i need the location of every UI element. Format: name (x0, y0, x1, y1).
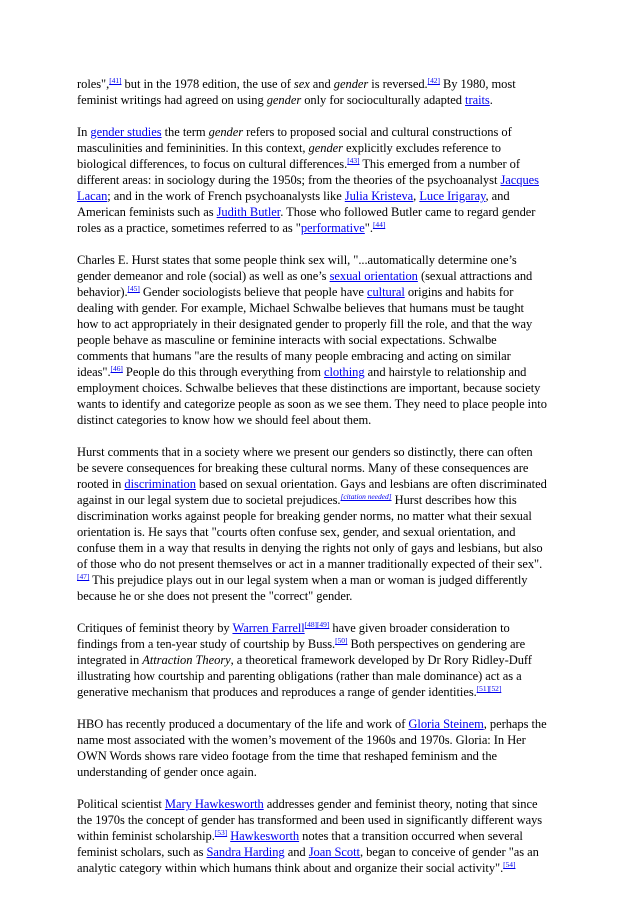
citation-45[interactable]: [45] (127, 284, 140, 293)
document-page (77, 76, 547, 892)
link-jacques-lacan[interactable]: Jacques Lacan (77, 173, 539, 203)
text: explicitly excludes reference to biological differences, to focus on cultural differences. (77, 141, 501, 171)
text: and hairstyle to relationship and employment choices. Schwalbe believes that these distinctions are important, because society wants to identify and categorize people as soon as we see them. They need to place people into distinct categories to know how we should feel about them. (77, 365, 547, 427)
text: , and American feminists such as (77, 189, 510, 219)
text: Political scientist (77, 797, 165, 811)
citation-46[interactable]: [46] (110, 364, 123, 373)
text: , a theoretical framework developed by Dr Rory Ridley-Duff illustrating how courtship and parenting obligations (rather than male dominance) act as a generative mechanism that produces and reproduces a range of gender identities. (77, 653, 532, 699)
link-clothing[interactable]: clothing (323, 365, 365, 379)
text: the term (161, 125, 209, 139)
text: Charles E. Hurst states that some people think sex will, "...automatically determine one’s gender demeanor and role (social) as well as one’s (77, 253, 517, 283)
italic-term: gender (333, 77, 369, 91)
citation-54[interactable]: [54] (503, 860, 516, 869)
italic-term: Attraction Theory (142, 653, 231, 667)
link-sexual-orientation[interactable]: sexual orientation (329, 269, 418, 283)
text: and (284, 845, 309, 859)
paragraph-hawkesworth (77, 796, 547, 876)
text: but in the 1978 edition, the use of (121, 77, 294, 91)
link-gender-studies[interactable]: gender studies (90, 125, 162, 139)
paragraph-discrimination (77, 444, 547, 604)
link-warren-farrell[interactable]: Warren Farrell (232, 621, 305, 635)
text: Gender sociologists believe that people have (139, 285, 367, 299)
citation-47[interactable]: [47] (77, 572, 90, 581)
link-julia-kristeva[interactable]: Julia Kristeva (344, 189, 414, 203)
italic-term: gender (208, 125, 244, 139)
paragraph-gender-usage (77, 76, 547, 108)
text: roles", (77, 77, 110, 91)
citation-52[interactable]: [52] (489, 684, 502, 693)
citation-43[interactable]: [43] (347, 156, 360, 165)
citation-50[interactable]: [50] (335, 636, 348, 645)
paragraph-gender-studies (77, 124, 547, 236)
link-sandra-harding[interactable]: Sandra Harding (206, 845, 285, 859)
text: ; and in the work of French psychoanalysts like (107, 189, 345, 203)
text: This emerged from a number of different areas: in sociology during the 1950s; from the theories of the psychoanalyst (77, 157, 520, 187)
text: have given broader consideration to findings from a ten-year study of courtship by Buss. (77, 621, 510, 651)
link-discrimination[interactable]: discrimination (124, 477, 196, 491)
link-cultural[interactable]: cultural (366, 285, 405, 299)
citation-42[interactable]: [42] (427, 76, 440, 85)
citation-needed-link[interactable]: [citation needed] (340, 492, 392, 501)
link-luce-irigaray[interactable]: Luce Irigaray (419, 189, 486, 203)
text: Hurst comments that in a society where we present our genders so distinctly, there can often be severe consequences for breaking these cultural norms. Many of these consequences are rooted in (77, 445, 533, 491)
link-performative[interactable]: performative (300, 221, 365, 235)
citation-41[interactable]: [41] (109, 76, 122, 85)
text: addresses gender and feminist theory, noting that since the 1970s the concept of gender has transformed and been used in significantly different ways within feminist scholarship. (77, 797, 543, 843)
text: origins and habits for dealing with gender. For example, Michael Schwalbe believes that humans must be taught how to act appropriately in their designated gender to properly fill the role, and that the way people behave as masculine or feminine interacts with social expectations. Schwalbe comments that humans "are the results of many people embracing and acting on similar ideas". (77, 285, 533, 379)
text: . Those who followed Butler came to regard gender roles as a practice, sometimes referred to as " (77, 205, 536, 235)
text: only for socioculturally adapted (301, 93, 466, 107)
citation-48[interactable]: [48] (304, 620, 317, 629)
paragraph-hbo (77, 716, 547, 780)
italic-term: gender (308, 141, 343, 155)
text: By 1980, most feminist writings had agreed on using (77, 77, 516, 107)
link-traits[interactable]: traits (465, 93, 490, 107)
text: Hurst describes how this discrimination works against people for breaking gender norms, no matter what their sexual orientation is. He says that "courts often confuse sex, gender, and sexual orientation, and confuse them in a way that results in denying the rights not only of gays and lesbians, but also of those who do not present themselves or act in a manner traditionally expected of their sex". (77, 493, 543, 571)
text: . (489, 93, 493, 107)
text: Critiques of feminist theory by (77, 621, 233, 635)
text: notes that a transition occurred when several feminist scholars, such as (77, 829, 523, 859)
text: and (309, 77, 334, 91)
text: refers to proposed social and cultural constructions of masculinities and femininities. In this context, (77, 125, 512, 155)
text: is reversed. (368, 77, 428, 91)
link-joan-scott[interactable]: Joan Scott (308, 845, 360, 859)
text: HBO has recently produced a documentary of the life and work of (77, 717, 409, 731)
text: , began to conceive of gender "as an analytic category within which humans think about and organize their social activity". (77, 845, 539, 875)
text: , (413, 189, 420, 203)
citation-51[interactable]: [51] (476, 684, 490, 693)
italic-term: sex (293, 77, 310, 91)
citation-44[interactable]: [44] (372, 220, 386, 229)
link-gloria-steinem[interactable]: Gloria Steinem (408, 717, 484, 731)
link-hawkesworth[interactable]: Hawkesworth (230, 829, 300, 843)
citation-49[interactable]: [49] (316, 620, 330, 629)
text: , perhaps the name most associated with the women’s movement of the 1960s and 1970s. Gloria: In Her OWN Words shows rare video footage from the time that reshaped feminism and the understanding of gender once again. (77, 717, 547, 779)
text: This prejudice plays out in our legal system when a man or woman is judged differently because he or she does not present the "correct" gender. (77, 573, 528, 603)
italic-term: gender (266, 93, 302, 107)
text: In (77, 125, 91, 139)
paragraph-critiques (77, 620, 547, 700)
text: People do this through everything from (122, 365, 324, 379)
citation-53[interactable]: [53] (214, 828, 228, 837)
link-judith-butler[interactable]: Judith Butler (216, 205, 281, 219)
text: based on sexual orientation. Gays and lesbians are often discriminated against in our legal system due to societal prejudices. (77, 477, 547, 507)
text: (sexual attractions and behavior). (77, 269, 533, 299)
paragraph-hurst (77, 252, 547, 428)
link-mary-hawkesworth[interactable]: Mary Hawkesworth (164, 797, 264, 811)
text: ". (364, 221, 373, 235)
text: Both perspectives on gendering are integrated in (77, 637, 526, 667)
